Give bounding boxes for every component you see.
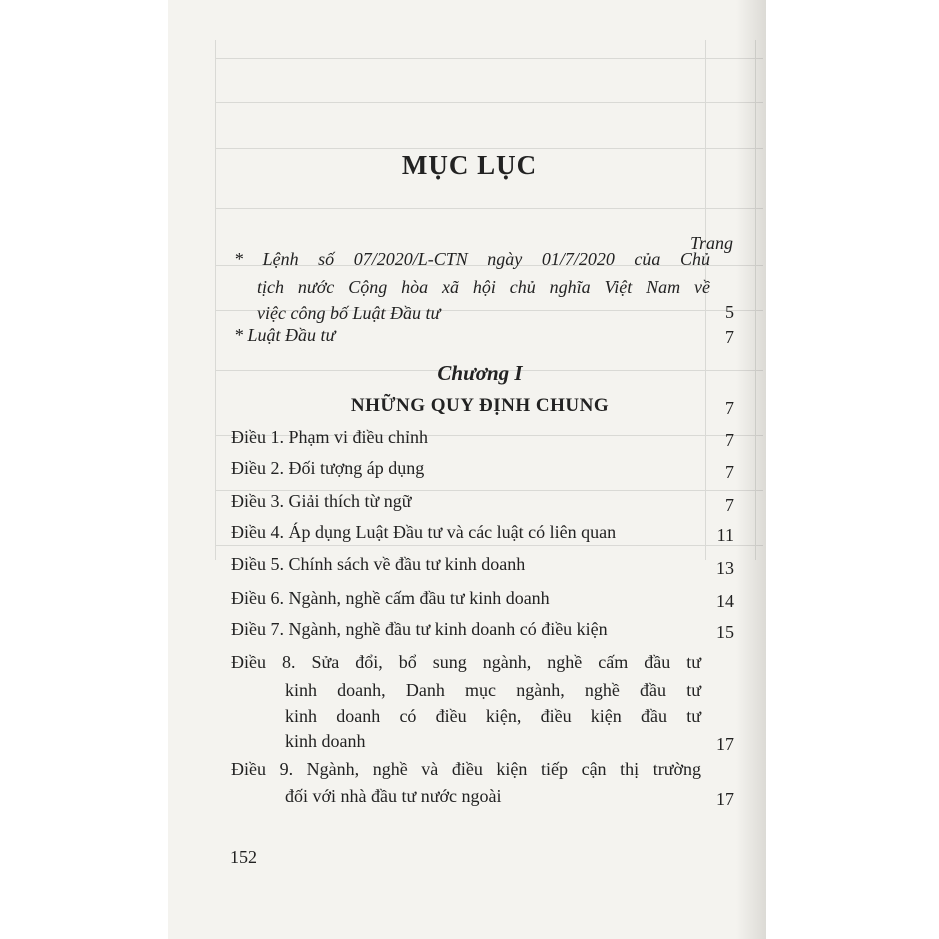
article-entry: Điều 2. Đối tượng áp dụng: [231, 458, 425, 478]
toc-title: MỤC LỤC: [401, 150, 538, 180]
page-edge-shadow: [736, 0, 766, 939]
article-page: 14: [716, 591, 734, 611]
intro-item-page: 5: [725, 302, 734, 322]
article-entry: Điều 4. Áp dụng Luật Đầu tư và các luật có liên quan: [231, 522, 617, 542]
article-entry: Điều 3. Giải thích từ ngữ: [231, 491, 412, 511]
intro-item-page: 7: [725, 327, 734, 347]
article-page: 11: [716, 525, 734, 545]
article-page: 7: [725, 462, 734, 482]
article-page: 7: [725, 495, 734, 515]
intro-item-line: tịch nước Cộng hòa xã hội chủ nghĩa Việt Nam về: [257, 277, 710, 297]
article-entry-continuation: đối với nhà đầu tư nước ngoài: [285, 786, 502, 806]
intro-item-line: * Lệnh số 07/2020/L-CTN ngày 01/7/2020 của Chủ: [234, 249, 710, 269]
chapter-label: Chương I: [437, 361, 523, 385]
article-entry-continuation: kinh doanh có điều kiện, điều kiện đầu tư: [285, 706, 701, 726]
article-entry: Điều 1. Phạm vi điều chỉnh: [231, 427, 428, 447]
chapter-page: 7: [725, 398, 734, 418]
article-entry: Điều 6. Ngành, nghề cấm đầu tư kinh doanh: [231, 588, 550, 608]
book-page-number: 152: [230, 847, 257, 867]
article-page: 17: [716, 734, 734, 754]
article-page: 13: [716, 558, 734, 578]
article-entry: Điều 9. Ngành, nghề và điều kiện tiếp cận thị trường: [231, 759, 701, 779]
intro-item-line: * Luật Đầu tư: [234, 325, 336, 345]
article-page: 15: [716, 622, 734, 642]
article-page: 7: [725, 430, 734, 450]
chapter-name: NHỮNG QUY ĐỊNH CHUNG: [350, 395, 610, 416]
article-entry: Điều 8. Sửa đổi, bổ sung ngành, nghề cấm đầu tư: [231, 652, 701, 672]
article-entry: Điều 7. Ngành, nghề đầu tư kinh doanh có điều kiện: [231, 619, 608, 639]
article-entry-continuation: kinh doanh, Danh mục ngành, nghề đầu tư: [285, 680, 701, 700]
article-entry-continuation: kinh doanh: [285, 731, 366, 751]
article-entry: Điều 5. Chính sách về đầu tư kinh doanh: [231, 554, 526, 574]
article-page: 17: [716, 789, 734, 809]
page-column-header: Trang: [690, 233, 734, 253]
intro-item-line: việc công bố Luật Đầu tư: [257, 303, 441, 323]
